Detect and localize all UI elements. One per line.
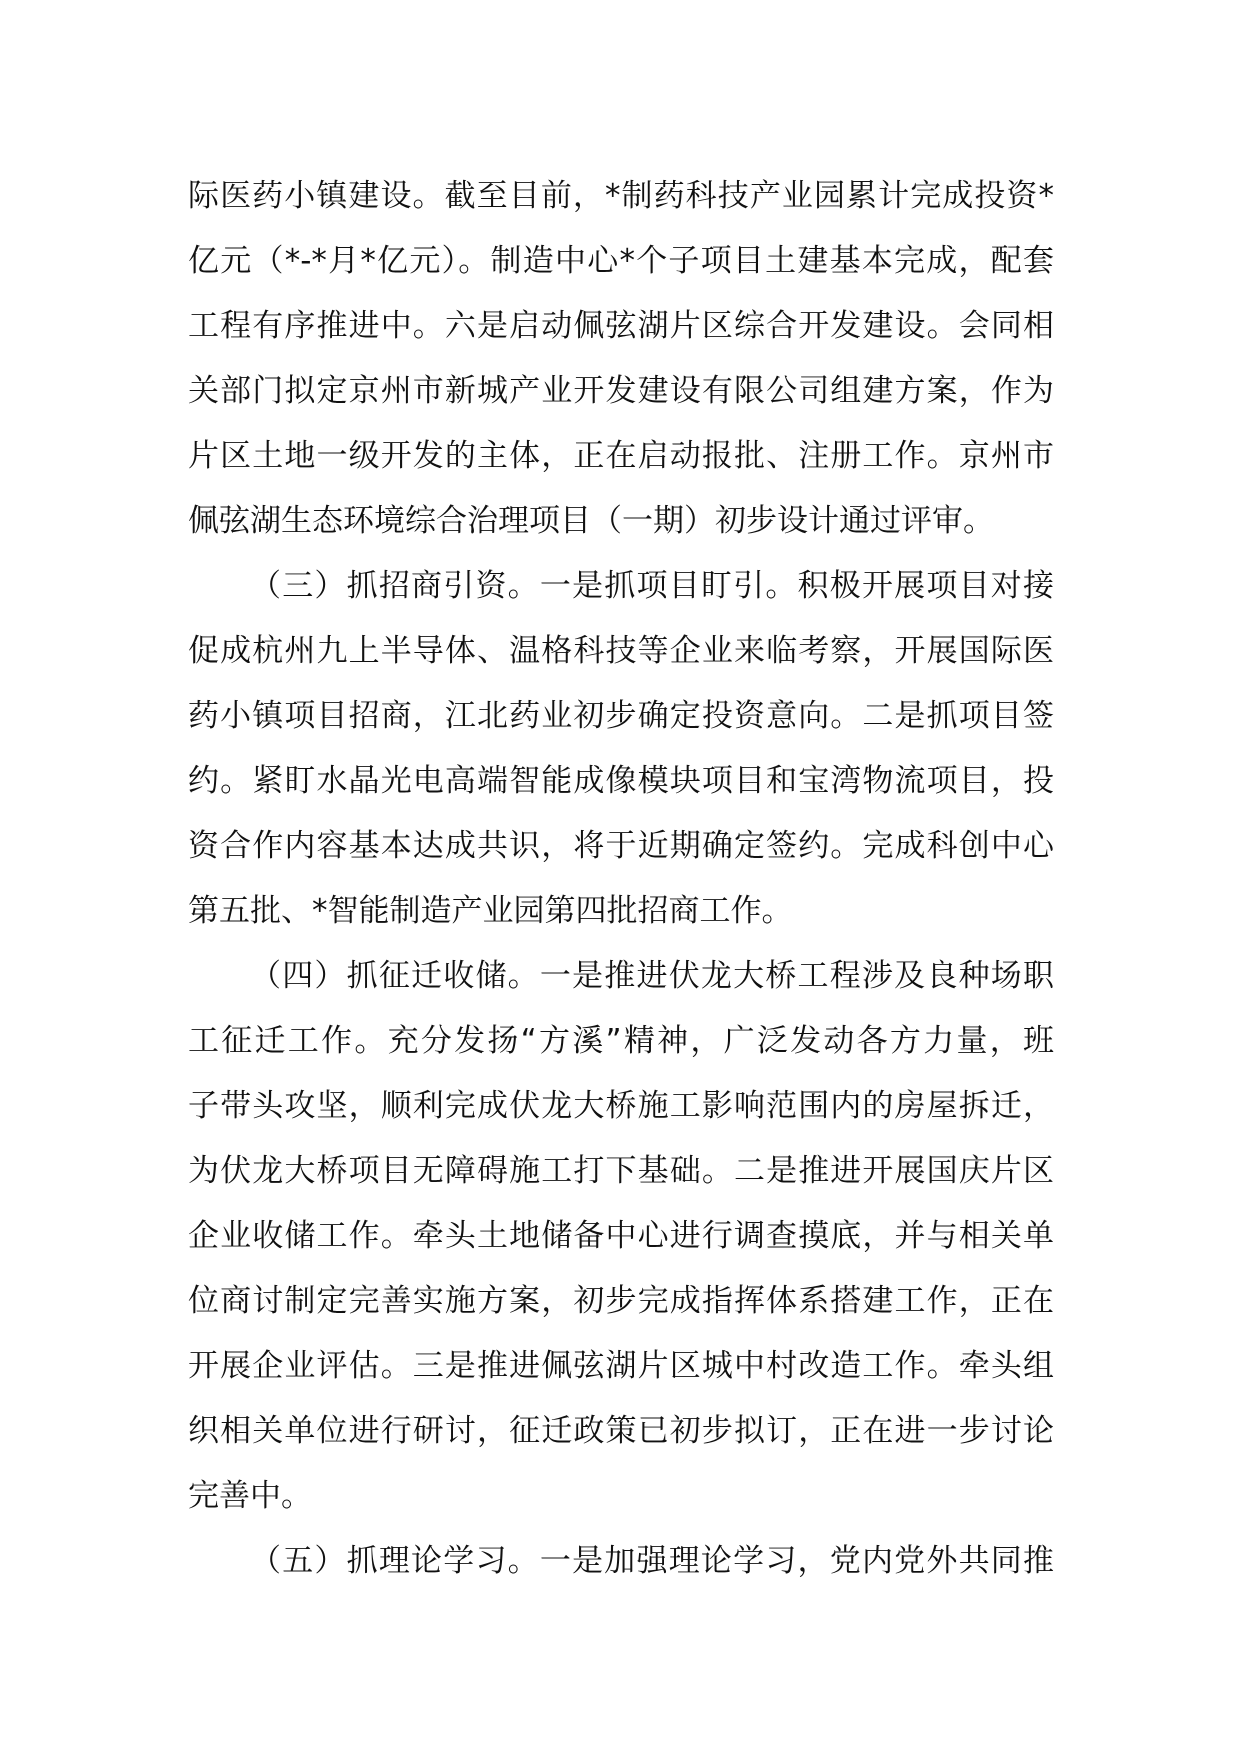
text-line: 促成杭州九上半导体、温格科技等企业来临考察，开展国际医	[188, 633, 1054, 669]
text-line: 约。紧盯水晶光电高端智能成像模块项目和宝湾物流项目，投	[188, 763, 1054, 799]
section-heading-line: （五）抓理论学习。一是加强理论学习，党内党外共同推	[250, 1543, 1054, 1579]
text-line: 际医药小镇建设。截至目前，*制药科技产业园累计完成投资*	[188, 178, 1054, 214]
text-line: 工征迁工作。充分发扬“方溪”精神，广泛发动各方力量，班	[188, 1023, 1054, 1059]
text-line: 第五批、*智能制造产业园第四批招商工作。	[188, 893, 793, 929]
text-line: 完善中。	[188, 1478, 312, 1514]
section-heading-line: （三）抓招商引资。一是抓项目盯引。积极开展项目对接	[250, 568, 1054, 604]
text-line: 片区土地一级开发的主体，正在启动报批、注册工作。京州市	[188, 438, 1054, 474]
text-line: 资合作内容基本达成共识，将于近期确定签约。完成科创中心	[188, 828, 1054, 864]
text-line: 子带头攻坚，顺利完成伏龙大桥施工影响范围内的房屋拆迁，	[188, 1088, 1054, 1124]
section-heading-line: （四）抓征迁收储。一是推进伏龙大桥工程涉及良种场职	[250, 958, 1054, 994]
text-line: 关部门拟定京州市新城产业开发建设有限公司组建方案，作为	[188, 373, 1054, 409]
text-line: 织相关单位进行研讨，征迁政策已初步拟订，正在进一步讨论	[188, 1413, 1054, 1449]
text-line: 亿元（*-*月*亿元）。制造中心*个子项目土建基本完成，配套	[188, 243, 1054, 279]
text-line: 位商讨制定完善实施方案，初步完成指挥体系搭建工作，正在	[188, 1283, 1054, 1319]
document-page	[188, 164, 1054, 1594]
text-line: 佩弦湖生态环境综合治理项目（一期）初步设计通过评审。	[188, 503, 994, 539]
text-line: 企业收储工作。牵头土地储备中心进行调查摸底，并与相关单	[188, 1218, 1054, 1254]
text-line: 为伏龙大桥项目无障碍施工打下基础。二是推进开展国庆片区	[188, 1153, 1054, 1189]
text-line: 开展企业评估。三是推进佩弦湖片区城中村改造工作。牵头组	[188, 1348, 1054, 1384]
text-line: 药小镇项目招商，江北药业初步确定投资意向。二是抓项目签	[188, 698, 1054, 734]
text-line: 工程有序推进中。六是启动佩弦湖片区综合开发建设。会同相	[188, 308, 1054, 344]
